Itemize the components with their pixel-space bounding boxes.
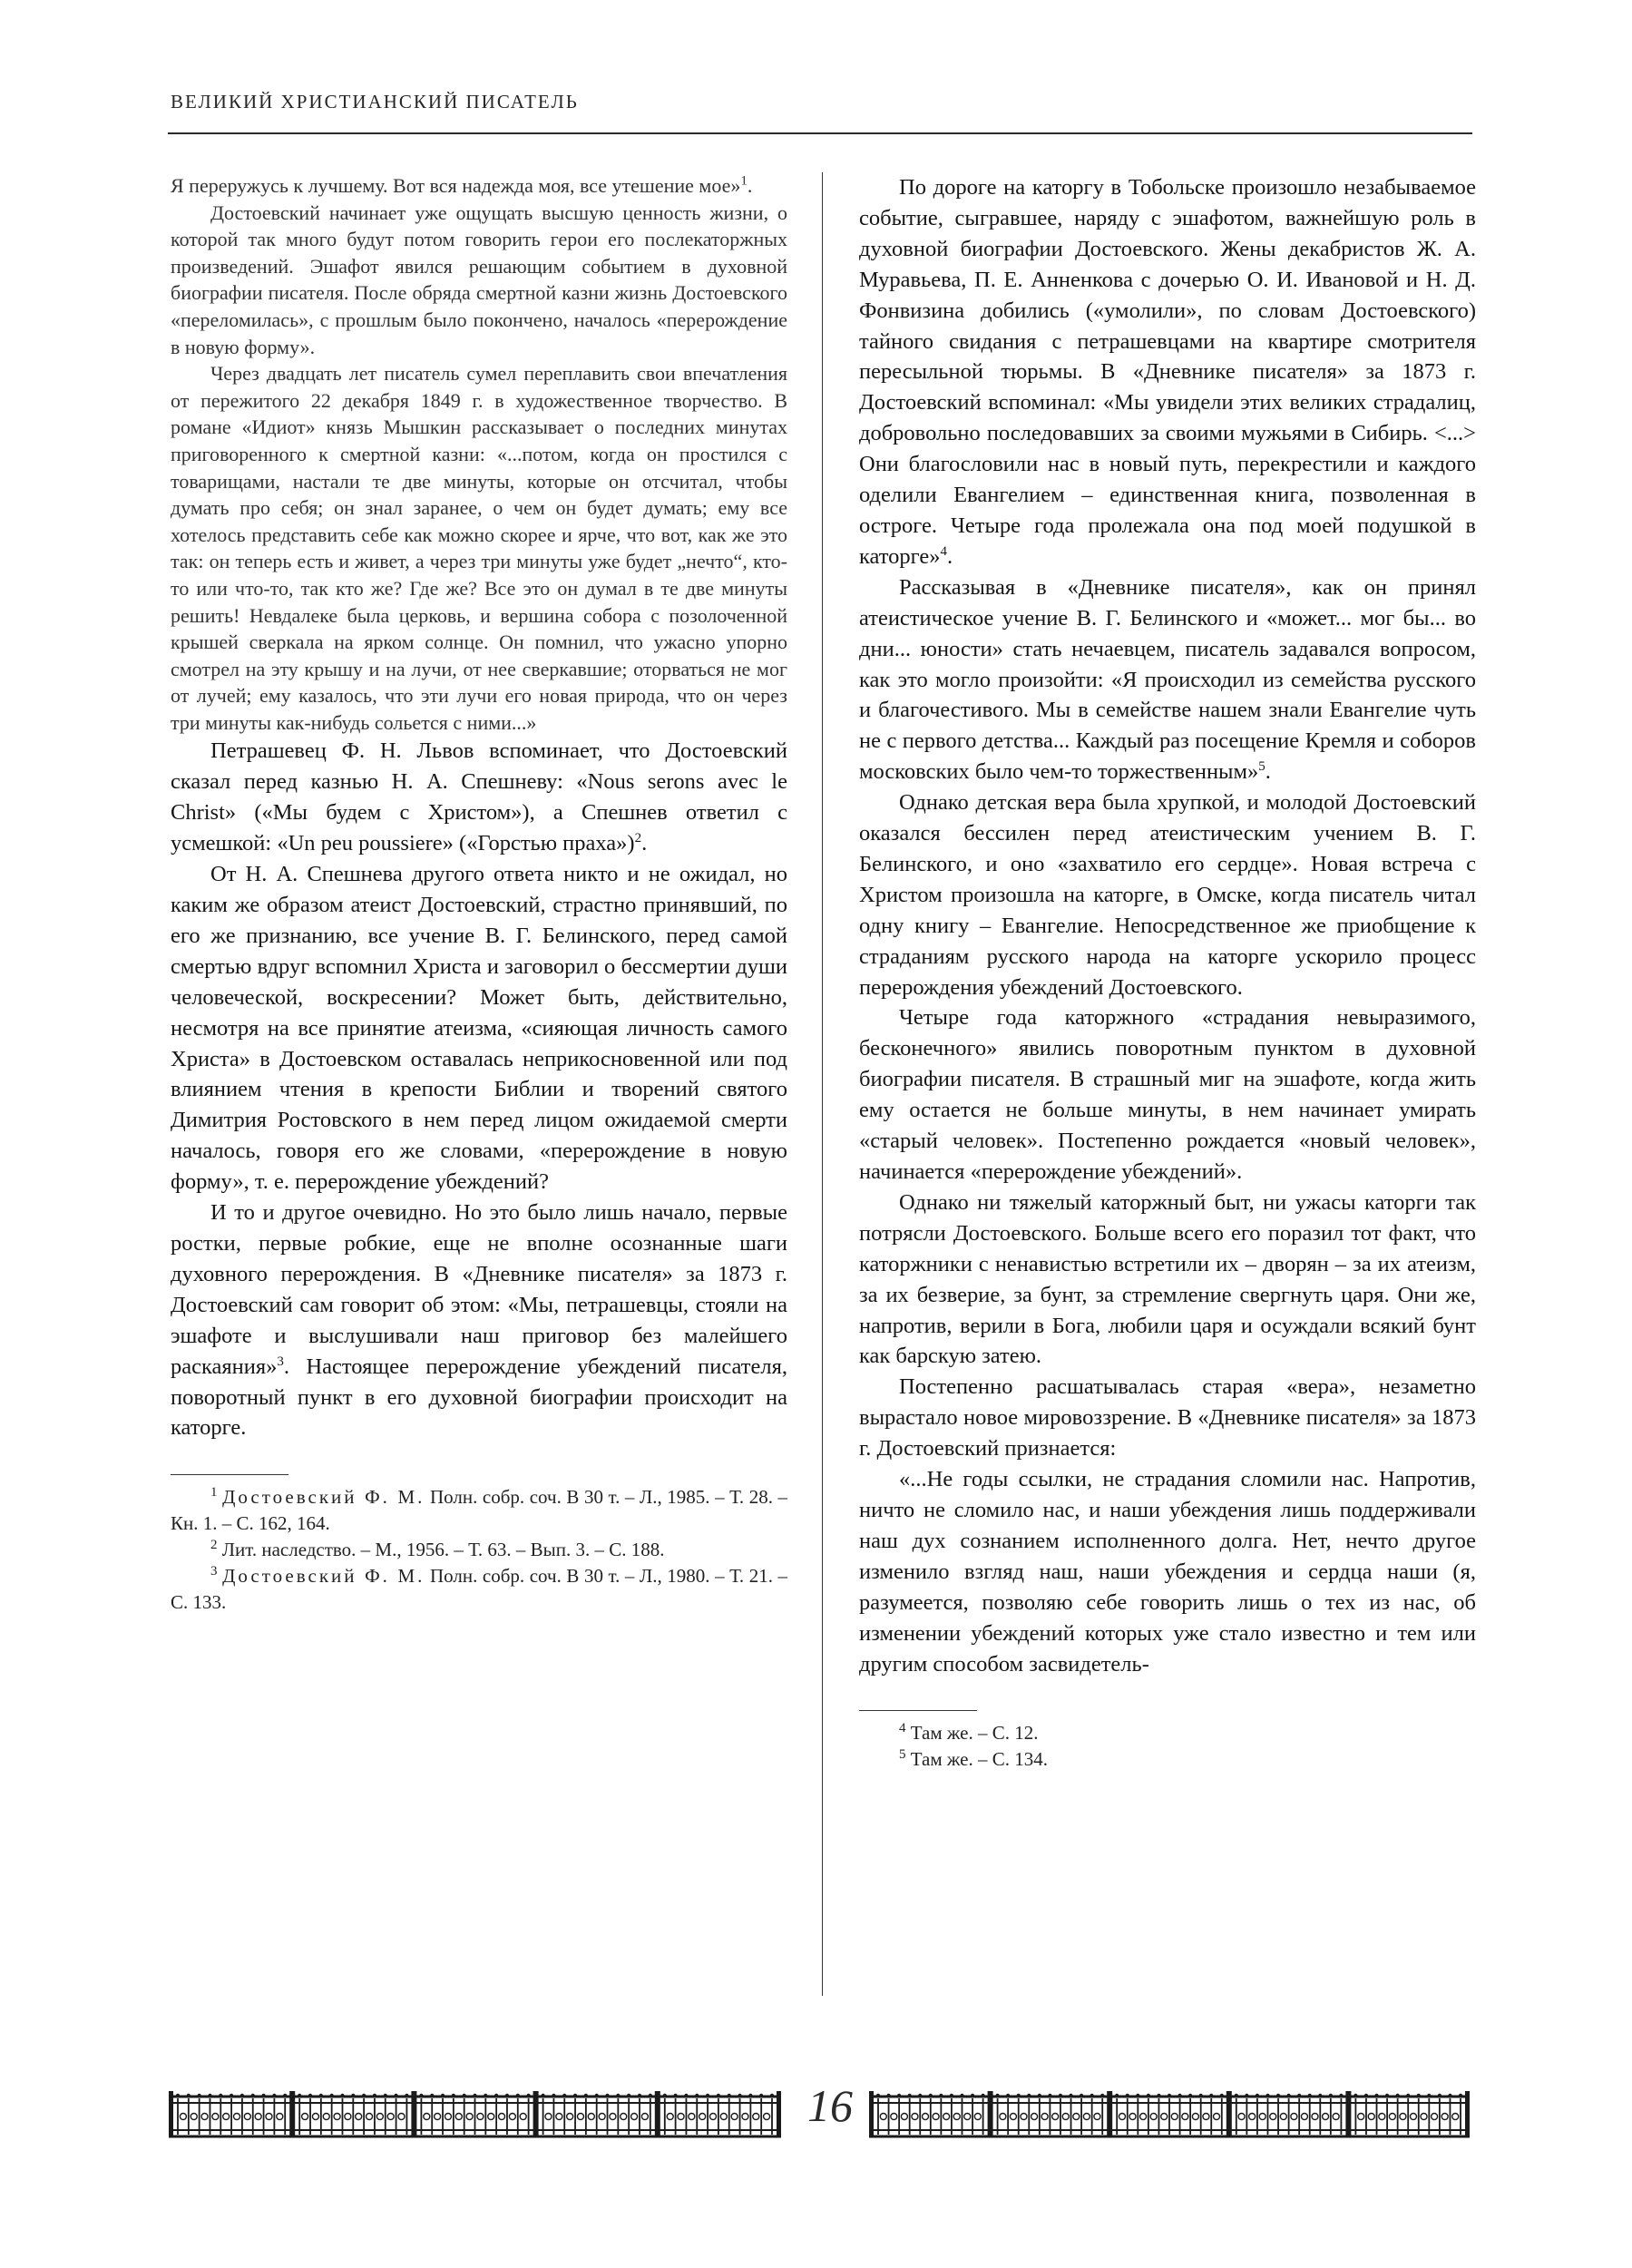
footnote-ref: 5 [1258,759,1266,775]
footnote-text: Лит. наследство. – М., 1956. – Т. 63. – Вып. 3. – С. 188. [221,1539,665,1561]
footnote-ref: 2 [634,831,642,846]
paragraph [859,172,1476,572]
left-column [171,172,787,1616]
column-divider [822,172,823,1996]
paragraph [859,572,1476,787]
paragraph: Достоевский начинает уже ощущать высшую ценность жизни, о которой так много будут потом говорить герои его послекаторжных произведений. Эшафот явился решающим событием в духовной биографии писателя. После обряда смертной казни жизнь Достоевского «переломилась», с прошлым было покончено, началось «перерождение в новую форму». [171,200,787,358]
footnote-number: 2 [210,1538,218,1553]
footnote-rule [859,1710,977,1711]
footnote [171,1537,787,1563]
footnote-number: 3 [210,1564,218,1579]
paragraph-text: Я переружусь к лучшему. Вот вся надежда моя, все утешение мое» [171,174,741,197]
fence-ornament-right [869,2089,1470,2138]
paragraph-text: . [947,543,953,569]
footnote-author: Достоевский Ф. М. [222,1486,425,1509]
running-title: ВЕЛИКИЙ ХРИСТИАНСКИЙ ПИСАТЕЛЬ [171,91,579,112]
page-number: 16 [807,2080,853,2131]
paragraph: Через двадцать лет писатель сумел переплавить свои впечатления от пережитого 22 декабря 1849 г. в художественное творчество. В романе «Идиот» князь Мышкин рассказывает о последних минутах приговоренного к смертной казни: «...потом, когда он простился с товарищами, настали те две минуты, которые он отсчитал, чтобы думать про себя; он знал заранее, о чем он будет думать; ему все хотелось представить себе как можно скорее и ярче, что вот, как же это так: он теперь есть и живет, а через три минуты уже будет „нечто“, кто-то или что-то, так кто же? Где же? Все это он думал в те две минуты решить! Невдалеке была церковь, и вершина собора с позолоченной крышей сверкала на ярком солнце. Он помнил, что ужасно упорно смотрел на эту крышу и на лучи, от нее сверкавшие; оторваться не мог от лучей; ему казалось, что эти лучи его новая природа, что он через три минуты как-нибудь сольется с ними...» [171,362,787,734]
footnote [859,1720,1476,1746]
footnote-rule [171,1474,288,1475]
footnote-text: Полн. собр. соч. В 30 т. – Л., 1980. – Т. 21. – С. 133. [171,1565,788,1614]
footnote-number: 1 [210,1485,218,1501]
paragraph-text: И то и другое очевидно. Но это было лишь начало, первые ростки, первые робкие, еще не вполне осознанные шаги духовного перерождения. В «Дневнике писателя» за 1873 г. Достоевский сам говорит об этом: «Мы, петрашевцы, стояли на эшафоте и выслушивали наш приговор без малейшего раскаяния» [171,1200,787,1379]
paragraph [171,172,787,200]
paragraph: Однако ни тяжелый каторжный быт, ни ужасы каторги так потрясли Достоевского. Больше всего его поразил тот факт, что каторжники с ненавистью встретили их – дворян – за их атеизм, за их безверие, за бунт, за стремление свергнуть царя. Они же, напротив, верили в Бога, любили царя и осуждали всякий бунт как барскую затею. [859,1189,1476,1369]
footnote-ref: 4 [940,543,948,559]
footnote [171,1484,787,1537]
paragraph-text: По дороге на каторгу в Тобольске произошло незабываемое событие, сыгравшее, наряду с эшафотом, важнейшую роль в духовной биографии Достоевского. Жены декабристов Ж. А. Муравьева, П. Е. Анненкова с дочерью О. И. Ивановой и Н. Д. Фонвизина добились («умолили», по словам Достоевского) тайного свидания с петрашевцами на квартире смотрителя пересыльной тюрьмы. В «Дневнике писателя» за 1873 г. Достоевский вспоминал: «Мы увидели этих великих страдалиц, добровольно последовавших за своими мужьями в Сибирь. <...> Они благословили нас в новый путь, перекрестили и каждого оделили Евангелием – единственная книга, позволенная в остроге. Четыре года пролежала она под моей подушкой в каторге» [859,175,1476,569]
paragraph: Четыре года каторжного «страдания невыразимого, бесконечного» явились поворотным пунктом в духовной биографии писателя. В страшный миг на эшафоте, когда жить ему остается не больше минуты, в нем начинает умирать «старый человек». Постепенно рождается «новый человек», начинается «перерождение убеждений». [859,1005,1476,1184]
paragraph-text: Петрашевец Ф. Н. Львов вспоминает, что Достоевский сказал перед казнью Н. А. Спешневу: «Nous serons avec le Christ» («Мы будем с Христом»), а Спешнев ответил с усмешкой: «Un peu poussiere» («Горстью праха») [171,738,787,856]
footnote-text: Там же. – С. 134. [910,1748,1048,1771]
paragraph-text: . [1265,759,1271,785]
footnote-ref: 3 [277,1354,284,1369]
paragraph-text: . [747,174,753,197]
right-column [859,172,1476,1773]
paragraph [171,1198,787,1443]
fence-ornament-graphic [169,2089,781,2138]
footnote-number: 5 [899,1747,906,1763]
footnote [171,1563,787,1616]
paragraph [171,736,787,859]
paragraph-text: Рассказывая в «Дневнике писателя», как он принял атеистическое учение В. Г. Белинского и «может... мог бы... во дни... юности» стать нечаевцем, писатель задавался вопросом, как это могло произойти: «Я происходил из семейства русского и благочестивого. Мы в семействе нашем знали Евангелие чуть не с первого детства... Каждый раз посещение Кремля и соборов московских было чем-то торжественным» [859,574,1476,785]
paragraph: «...Не годы ссылки, не страдания сломили нас. Напротив, ничто не сломило нас, и наши убеждения лишь поддерживали наш дух сознанием исполненного долга. Нет, нечто другое изменило взгляд наш, наши убеждения и сердца наши (я, разумеется, позволяю себе говорить лишь о тех из нас, об изменении убеждений которых уже стало известно и тем или другим способом засвидетель- [859,1467,1476,1677]
paragraph: От Н. А. Спешнева другого ответа никто и не ожидал, но каким же образом атеист Достоевский, страстно принявший, по его же признанию, все учение В. Г. Белинского, перед самой смертью вдруг вспомнил Христа и заговорил о бессмертии души человеческой, воскресении? Может быть, действительно, несмотря на все принятие атеизма, «сияющая личность самого Христа» в Достоевском оставалась неприкосновенной или под влиянием чтения в крепости Библии и творений святого Димитрия Ростовского в нем перед лицом ожидаемой смерти началось, говоря его же словами, «перерождение в новую форму», т. е. перерождение убеждений? [171,862,787,1195]
paragraph-text: . Настоящее перерождение убеждений писателя, поворотный пункт в его духовной биографии происходит на каторге. [171,1354,787,1441]
footnote-ref: 1 [740,173,748,189]
footnote [859,1746,1476,1773]
footnote-author: Достоевский Ф. М. [222,1565,425,1588]
paragraph: Постепенно расшатывалась старая «вера», незаметно вырастало новое мировоззрение. В «Дневнике писателя» за 1873 г. Достоевский признается: [859,1374,1476,1461]
paragraph: Однако детская вера была хрупкой, и молодой Достоевский оказался бессилен перед атеистическим учением В. Г. Белинского, и оно «захватило его сердце». Новая встреча с Христом произошла на каторге, в Омске, когда писатель читал одну книгу – Евангелие. Непосредственное же приобщение к страданиям русского народа на каторге ускорило процесс перерождения убеждений Достоевского. [859,790,1476,1000]
fence-ornament-left [169,2089,781,2138]
footnote-text: Там же. – С. 12. [910,1722,1039,1745]
footnote-text: Полн. собр. соч. В 30 т. – Л., 1985. – Т. 28. – Кн. 1. – С. 162, 164. [171,1486,788,1535]
footnote-number: 4 [899,1721,906,1736]
paragraph-text: . [641,831,648,856]
header-rule [168,132,1472,134]
fence-ornament-graphic [869,2089,1470,2138]
